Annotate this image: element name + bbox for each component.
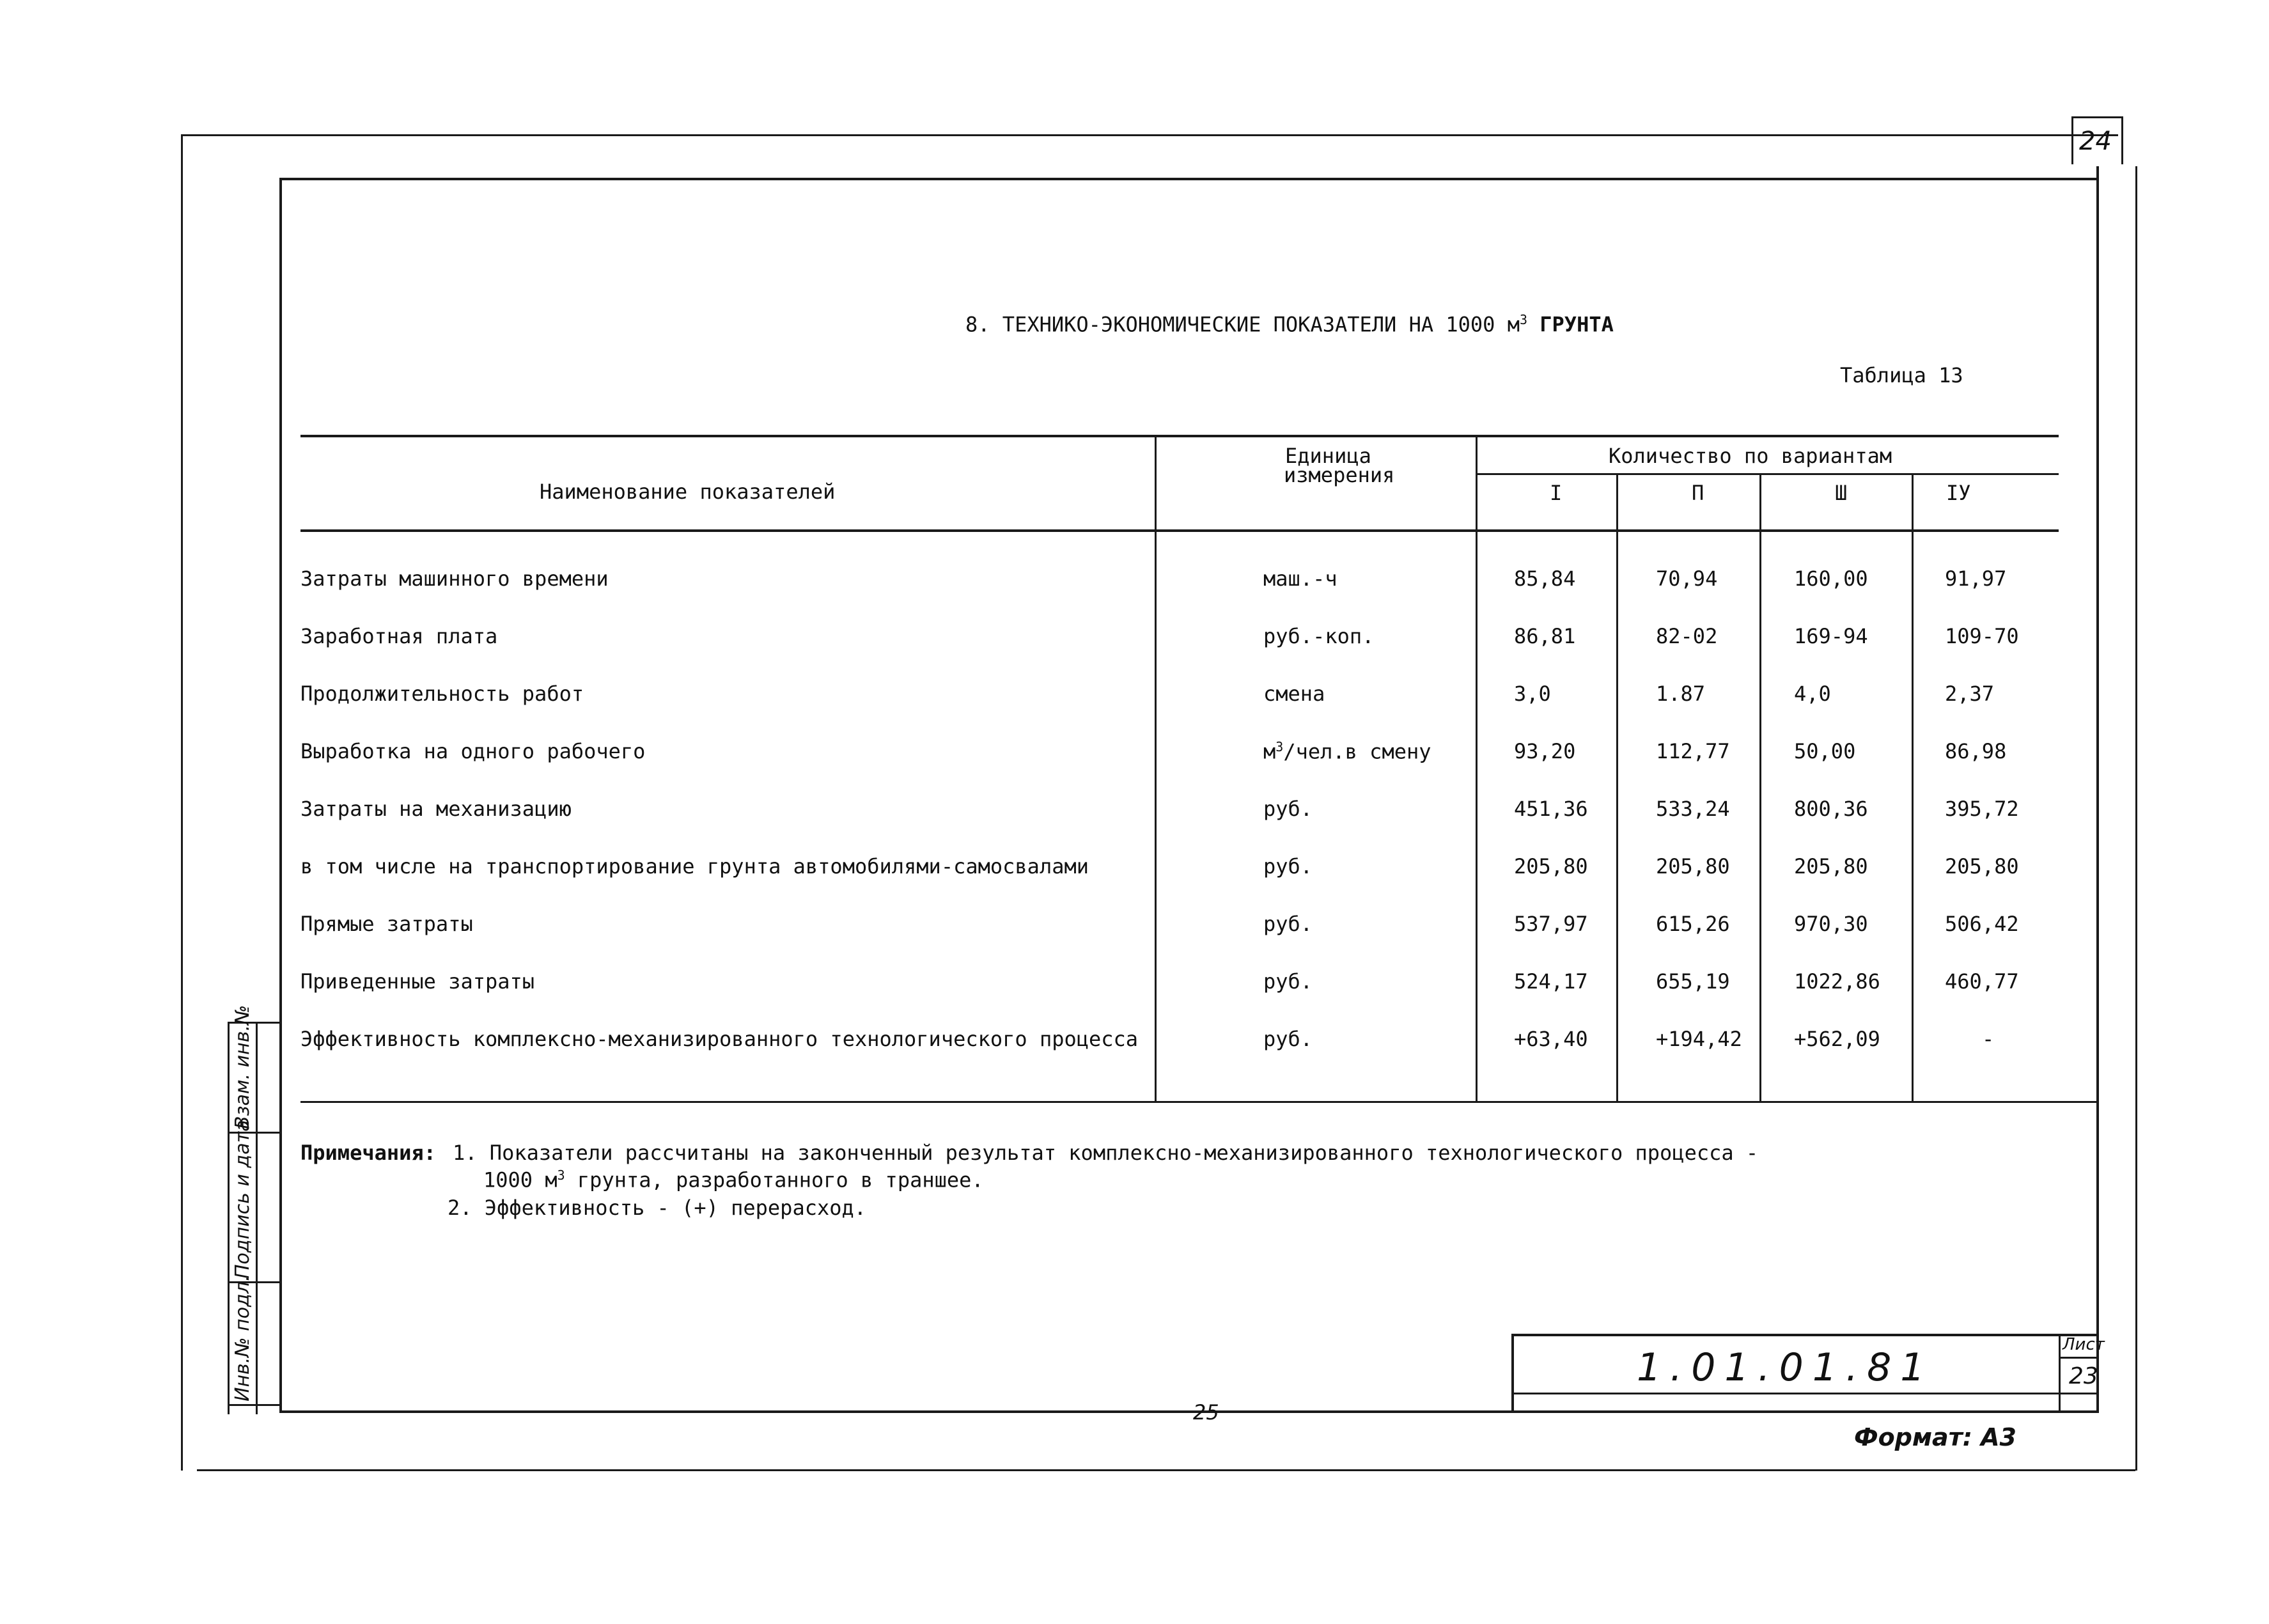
inner-frame-left [279,178,282,1413]
note-1-line-2-sup: 3 [557,1167,565,1183]
row-9-v3: +562,09 [1794,1027,1880,1051]
row-8-v3: 1022,86 [1794,969,1880,994]
table-header-bottom-rule [300,529,2059,532]
header-unit-line1: Единица [1285,444,1371,468]
row-9-v2: +194,42 [1656,1027,1742,1051]
row-3-unit: смена [1263,682,1325,706]
row-4-v1: 93,20 [1514,739,1576,763]
row-4-unit-prefix: м [1263,739,1276,764]
header-variant-3: Ш [1835,481,1848,505]
side-stamp-outer-left [228,1022,230,1414]
col-divider-v1 [1476,435,1478,1102]
note-1-line-2-prefix: 1000 м [483,1167,558,1192]
note-1-line-2-suffix: грунта, разработанного в траншее. [565,1167,984,1192]
row-7-v4: 506,42 [1945,912,2019,936]
header-variant-2: П [1692,481,1704,505]
sheet-number: 23 [2069,1363,2098,1389]
header-name: Наименование показателей [540,480,836,504]
row-3-name: Продолжительность работ [300,682,584,706]
row-2-unit: руб.-коп. [1263,624,1375,648]
row-5-v2: 533,24 [1656,797,1730,821]
section-title-suffix: ГРУНТА [1527,312,1614,337]
row-4-unit-sup: 3 [1275,739,1284,754]
row-1-v4: 91,97 [1945,566,2007,591]
row-7-unit: руб. [1263,912,1313,936]
inner-frame-right [2096,166,2099,1413]
side-stamp-signature-date: Подпись и дата [231,1120,254,1279]
section-title [965,312,1614,337]
outer-frame-right [2135,166,2137,1471]
format-label: Формат: А3 [1854,1423,2016,1451]
row-6-unit: руб. [1263,854,1313,878]
outer-frame-top [181,134,2118,136]
row-5-v4: 395,72 [1945,797,2019,821]
title-block-left [1511,1334,1514,1412]
note-1-line-1: 1. Показатели рассчитаны на законченный результат комплексно-механизированного технологического процесса - [453,1141,1759,1165]
row-8-unit: руб. [1263,969,1313,994]
row-2-v3: 169-94 [1794,624,1868,648]
doc-code: 1.01.01.81 [1637,1345,1934,1390]
section-title-sup: 3 [1519,312,1527,327]
row-3-v3: 4,0 [1794,682,1831,706]
side-stamp-inv-podl: Инв.№ подл. [231,1275,254,1401]
row-2-v4: 109-70 [1945,624,2019,648]
side-stamp-inner [256,1022,258,1414]
row-4-unit-suffix: /чел.в смену [1283,739,1431,764]
notes-label: Примечания: [300,1141,436,1165]
table-bottom-rule [300,1101,2098,1103]
section-title-text: 8. ТЕХНИКО-ЭКОНОМИЧЕСКИЕ ПОКАЗАТЕЛИ НА 1000 м [965,312,1520,337]
row-4-v2: 112,77 [1656,739,1730,763]
row-8-v4: 460,77 [1945,969,2019,994]
note-2: 2. Эффективность - (+) перерасход. [448,1196,867,1220]
page-number-box-right [2121,116,2123,164]
row-8-v2: 655,19 [1656,969,1730,994]
inner-frame-top [279,178,2096,180]
col-divider-unit [1155,435,1157,1102]
row-8-name: Приведенные затраты [300,969,535,994]
row-7-v2: 615,26 [1656,912,1730,936]
row-7-v1: 537,97 [1514,912,1588,936]
side-stamp-vzam-inv: Взам. инв.№ [231,1004,254,1129]
row-3-v4: 2,37 [1945,682,1995,706]
table-label: Таблица 13 [1840,363,1963,387]
row-6-v1: 205,80 [1514,854,1588,878]
col-divider-v2 [1616,473,1618,1102]
title-block-sheet-divider [2059,1334,2061,1412]
row-9-name: Эффективность комплексно-механизированного технологического процесса [300,1027,1139,1051]
row-1-v1: 85,84 [1514,566,1576,591]
header-variant-1: I [1550,481,1563,505]
row-4-v3: 50,00 [1794,739,1856,763]
outer-frame-left [181,134,183,1471]
row-6-v2: 205,80 [1656,854,1730,878]
title-block-bottom [1511,1393,2098,1394]
row-4-name: Выработка на одного рабочего [300,739,646,763]
outer-frame-bottom [197,1469,2135,1471]
row-5-v1: 451,36 [1514,797,1588,821]
row-1-unit: маш.-ч [1263,566,1337,591]
row-4-unit [1263,739,1431,764]
row-6-name: в том числе на транспортирование грунта автомобилями-самосвалами [300,854,1089,878]
row-4-v4: 86,98 [1945,739,2007,763]
page-number-box-top [2071,116,2123,118]
side-stamp-bottom [228,1404,282,1406]
row-3-v1: 3,0 [1514,682,1551,706]
table-qty-rule [1477,473,2059,475]
note-1-line-2 [483,1167,984,1192]
row-1-v2: 70,94 [1656,566,1718,591]
row-5-name: Затраты на механизацию [300,797,572,821]
sheet-label: Лист [2062,1335,2105,1354]
row-8-v1: 524,17 [1514,969,1588,994]
bottom-page-number: 25 [1193,1400,1219,1425]
row-5-v3: 800,36 [1794,797,1868,821]
row-7-v3: 970,30 [1794,912,1868,936]
row-2-v1: 86,81 [1514,624,1576,648]
row-9-v4: - [1982,1027,1995,1051]
header-variant-4: IУ [1946,481,1971,505]
row-2-name: Заработная плата [300,624,498,648]
row-7-name: Прямые затраты [300,912,473,936]
row-3-v2: 1.87 [1656,682,1706,706]
inner-frame-bottom [279,1410,2099,1413]
page-number: 24 [2079,127,2112,156]
row-6-v3: 205,80 [1794,854,1868,878]
row-9-v1: +63,40 [1514,1027,1588,1051]
header-qty: Количество по вариантам [1609,444,1892,468]
row-9-unit: руб. [1263,1027,1313,1051]
title-block-top [1511,1334,2098,1336]
header-unit-line2: измерения [1284,463,1395,487]
page-number-box-left [2071,116,2073,164]
row-6-v4: 205,80 [1945,854,2019,878]
row-5-unit: руб. [1263,797,1313,821]
table-top-rule [300,435,2059,437]
title-block-sheet-rule [2059,1357,2098,1359]
col-divider-v3 [1759,473,1761,1102]
col-divider-v4 [1912,473,1914,1102]
row-1-v3: 160,00 [1794,566,1868,591]
row-1-name: Затраты машинного времени [300,566,609,591]
row-2-v2: 82-02 [1656,624,1718,648]
